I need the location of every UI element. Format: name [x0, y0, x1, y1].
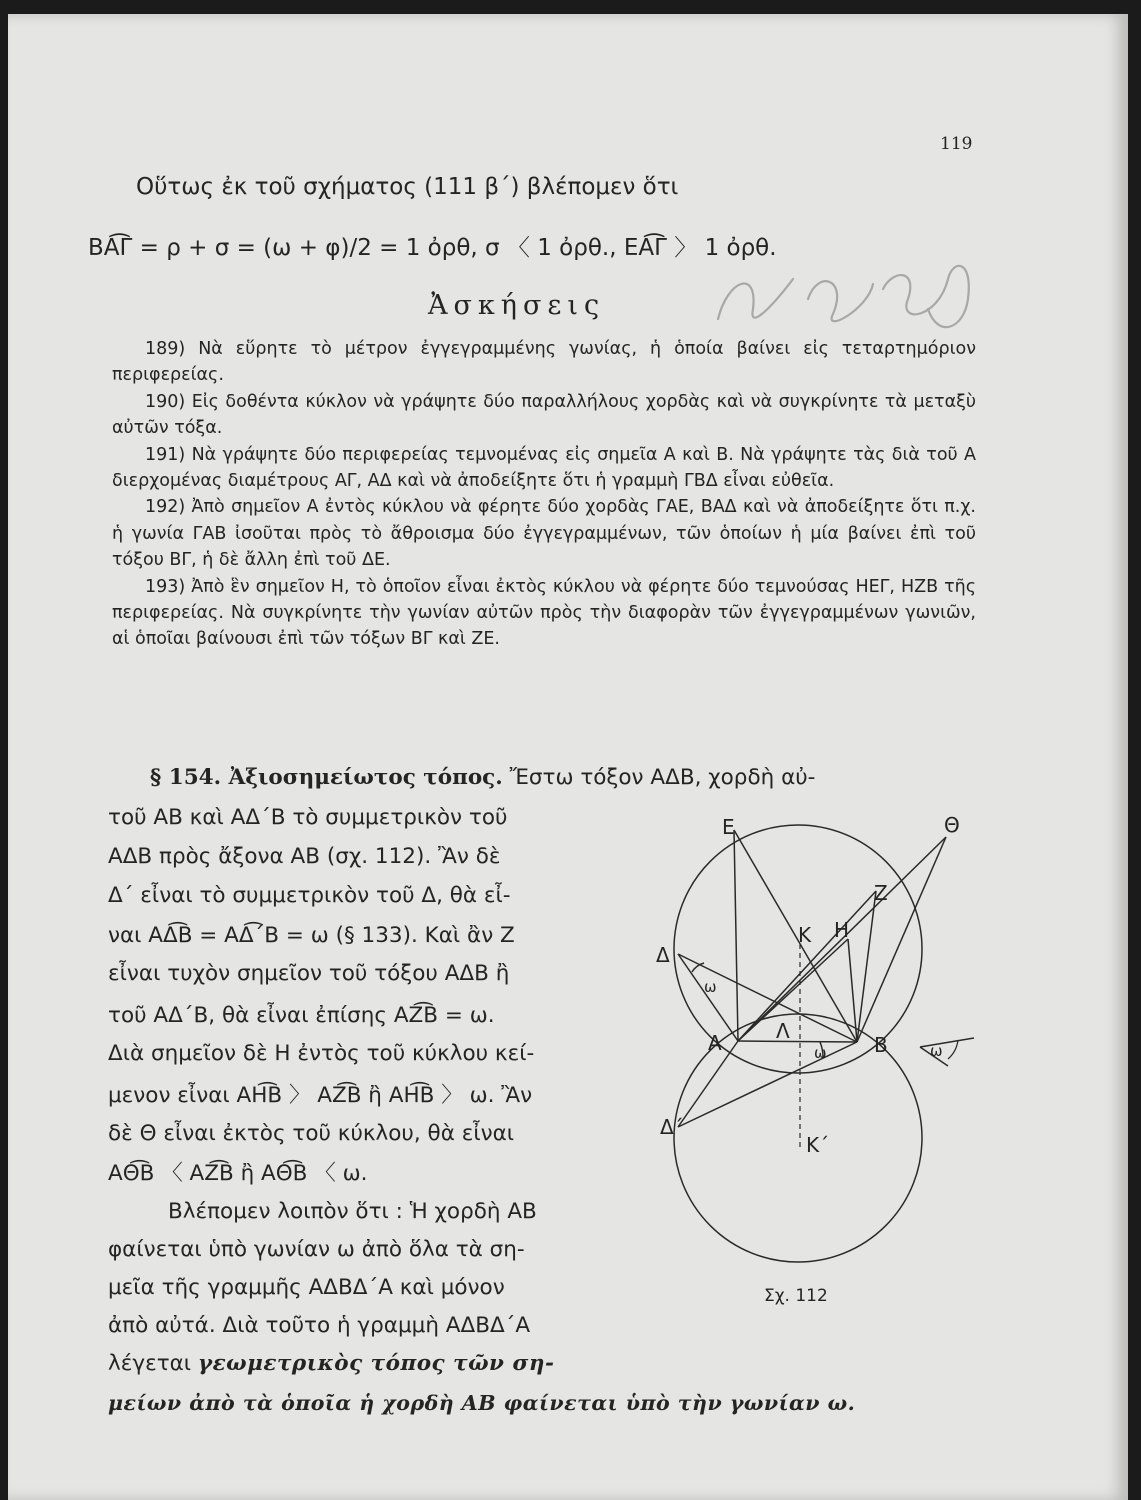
section-first-line-rest: Ἔστω τόξον ΑΔΒ, χορδὴ αὐ- [509, 765, 816, 790]
figure-112 [648, 804, 988, 1284]
book-page [8, 14, 1128, 1500]
text-line: ΑΔΒ πρὸς ἄξονα ΑΒ (σχ. 112). Ἂν δὲ [108, 844, 501, 869]
bold-italic-term: γεωμετρικὸς τόπος τῶν ση- [197, 1351, 555, 1376]
text-line: Βλέπομεν λοιπὸν ὅτι : Ἡ χορδὴ ΑΒ [168, 1199, 537, 1224]
text-line: φαίνεται ὑπὸ γωνίαν ω ἀπὸ ὅλα τὰ ση- [108, 1237, 525, 1262]
text-line: ἀπὸ αὐτά. Διὰ τοῦτο ἡ γραμμὴ ΑΔΒΔ΄Α [108, 1313, 531, 1338]
line-a-delta [678, 954, 738, 1041]
text-line: τοῦ ΑΔ΄Β, θὰ εἶναι ἐπίσης ΑΖ͡Β = ω. [108, 1003, 495, 1028]
text-span: λέγεται [108, 1351, 198, 1376]
exercise-191: 191) Νὰ γράψητε δύο περιφερείας τεμνομένας εἰς σημεῖα Α καὶ Β. Νὰ γράψητε τὰς διὰ τοῦ Α διερχομένας διαμέτρους ΑΓ, ΑΔ καὶ νὰ ἀποδείξητε ὅτι ἡ γραμμὴ ΓΒΔ εἶναι εὐθεῖα. [112, 444, 976, 492]
label-e: Ε [722, 815, 735, 839]
label-k-prime: Κ΄ [806, 1133, 830, 1157]
label-lambda: Λ [776, 1019, 790, 1043]
text-line: εἶναι τυχὸν σημεῖον τοῦ τόξου ΑΔΒ ἢ [108, 961, 510, 986]
exercise-193: 193) Ἀπὸ ἓν σημεῖον Η, τὸ ὁποῖον εἶναι ἐκτὸς κύκλου νὰ φέρητε δύο τεμνούσας ΗΕΓ, ΗΖΒ τῆς περιφερείας. Νὰ συγκρίνητε τὴν γωνίαν αὐτῶν πρὸς τὴν διαφορὰν τῶν ἐγγεγραμμένων γωνιῶν, αἱ ὁποῖαι βαίνουσι ἐπὶ τῶν τόξων ΒΓ καὶ ΖΕ. [112, 576, 976, 650]
exercises-list [112, 336, 976, 653]
label-k: Κ [798, 923, 812, 947]
text-line: ναι ΑΔ͡Β = ΑΔ͡΄Β = ω (§ 133). Καὶ ἂν Ζ [108, 923, 515, 948]
exercise-190: 190) Εἰς δοθέντα κύκλον νὰ γράψητε δύο παραλλήλους χορδὰς καὶ νὰ συγκρίνητε τὰ μεταξὺ αὐτῶν τόξα. [112, 391, 976, 439]
label-delta-prime: Δ΄ [660, 1115, 684, 1139]
line-a-e [734, 830, 738, 1041]
label-omega-lower: ω [814, 1044, 827, 1062]
exercise-192: 192) Ἀπὸ σημεῖον Α ἐντὸς κύκλου νὰ φέρητε δύο χορδὰς ΓΑΕ, ΒΑΔ καὶ νὰ ἀποδείξητε ὅτι π.χ. ἡ γωνία ΓΑΒ ἰσοῦται πρὸς τὸ ἄθροισμα δύο ἐγγεγραμμένων, τῶν ὁποίων ἡ μία βαίνει ἐπὶ τοῦ τόξου ΒΓ, ἡ δὲ ἄλλη ἐπὶ τοῦ ΔΕ. [112, 497, 976, 571]
final-line: μείων ἀπὸ τὰ ὁποῖα ἡ χορδὴ ΑΒ φαίνεται ὑπὸ τὴν γωνίαν ω. [108, 1391, 856, 1415]
line-b-delta [678, 954, 857, 1042]
section-heading: § 154. Ἀξιοσημείωτος τόπος. [150, 765, 503, 790]
label-delta: Δ [656, 943, 670, 967]
text-line: Διὰ σημεῖον δὲ Η ἐντὸς τοῦ κύκλου κεί- [108, 1041, 535, 1066]
section-first-line [150, 758, 815, 797]
label-h: Η [834, 918, 850, 942]
intro-formula: ΒΑ͡Γ = ρ + σ = (ω + φ)/2 = 1 ὀρθ, σ 〈 1 ὀρθ., ΕΑ͡Γ 〉 1 ὀρθ. [88, 235, 777, 261]
text-line [108, 1344, 554, 1383]
label-theta: Θ [944, 813, 960, 837]
text-line: ΑΘ͡Β 〈 ΑΖ͡Β ἢ ΑΘ͡Β 〈 ω. [108, 1161, 368, 1186]
label-b: Β [874, 1033, 888, 1057]
text-line: Δ΄ εἶναι τὸ συμμετρικὸν τοῦ Δ, θὰ εἶ- [108, 883, 511, 908]
label-omega-sign: ω [930, 1042, 943, 1060]
figure-caption: Σχ. 112 [764, 1286, 828, 1306]
label-omega-upper: ω [704, 978, 717, 996]
intro-line-1: Οὕτως ἐκ τοῦ σχήματος (111 β΄) βλέπομεν ὅτι [136, 174, 679, 200]
exercise-189: 189) Νὰ εὕρητε τὸ μέτρον ἐγγεγραμμένης γωνίας, ἡ ὁποία βαίνει εἰς τεταρτημόριον περιφερείας. [112, 339, 976, 386]
text-line: μενον εἶναι ΑΗ͡Β 〉 ΑΖ͡Β ἢ ΑΗ͡Β 〉 ω. Ἂν [108, 1083, 533, 1108]
text-line: τοῦ ΑΒ καὶ ΑΔ΄Β τὸ συμμετρικὸν τοῦ [108, 805, 508, 830]
line-b-delta-prime [678, 1042, 857, 1127]
exercises-heading: Ἀσκήσεις [428, 290, 606, 321]
label-a: Α [708, 1031, 722, 1055]
text-line: δὲ Θ εἶναι ἐκτὸς τοῦ κύκλου, θὰ εἶναι [108, 1121, 515, 1146]
chord-ab [738, 1041, 857, 1042]
label-z: Ζ [874, 881, 888, 905]
page-number: 119 [940, 134, 973, 154]
text-line: μεῖα τῆς γραμμῆς ΑΔΒΔ΄Α καὶ μόνον [108, 1275, 505, 1300]
